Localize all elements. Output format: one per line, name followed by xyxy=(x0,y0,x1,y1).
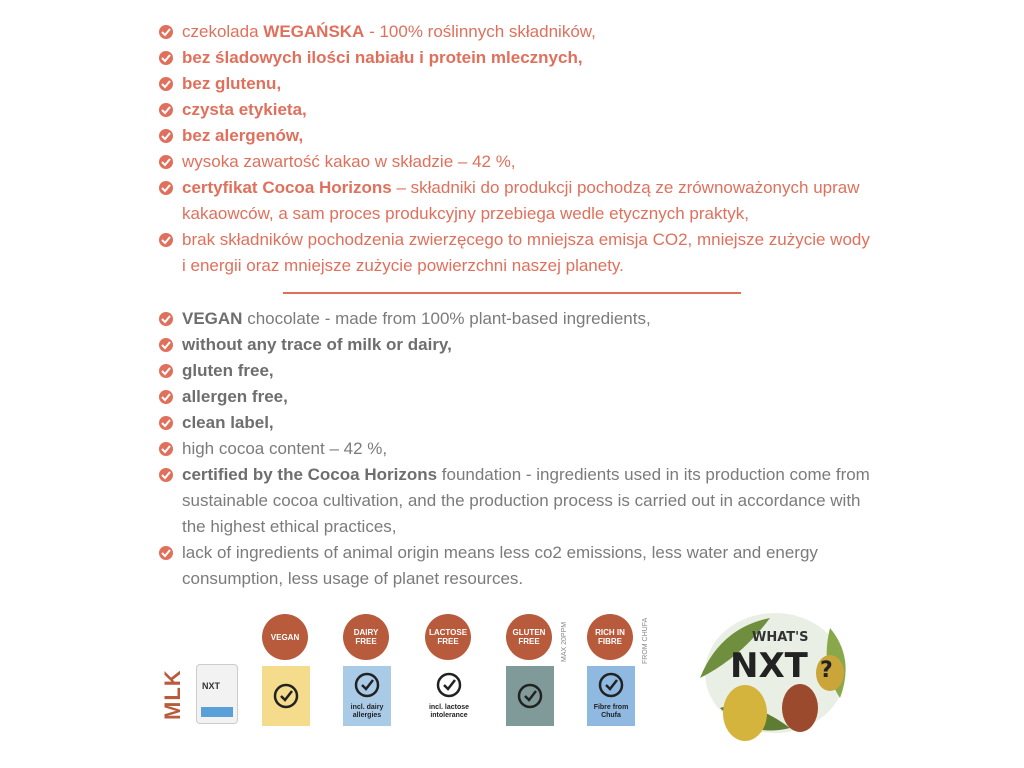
bullet-icon xyxy=(158,154,174,170)
bullet-icon xyxy=(158,128,174,144)
lactose-free-circle-icon xyxy=(425,614,471,660)
badge-card xyxy=(587,666,635,726)
item-text: czekolada xyxy=(182,22,264,41)
list-item xyxy=(158,384,878,410)
item-text: lack of ingredients of animal origin means less co2 emissions, less water and energy consumption, less usage of planet resources. xyxy=(182,543,818,588)
badge-card xyxy=(506,666,554,726)
item-text: chocolate - made from 100% plant-based ingredients, xyxy=(242,309,651,328)
bullet-icon xyxy=(158,467,174,483)
badge-side-note: FROM CHUFA xyxy=(642,617,649,664)
english-feature-list xyxy=(158,306,878,592)
badge-circle-label: VEGAN xyxy=(270,632,300,642)
item-text: wysoka zawartość kakao w składzie – 42 %, xyxy=(182,152,516,171)
item-strong: bez śladowych ilości nabiału i protein mlecznych, xyxy=(182,48,583,67)
item-text: foundation - ingredients used in its production come from sustainable cocoa cultivation, and the production process is carried out in accordance with the highest ethical practices, xyxy=(182,465,870,536)
pack-stripe xyxy=(201,707,233,717)
product-pack xyxy=(196,664,238,724)
list-item xyxy=(158,123,878,149)
badge-card xyxy=(425,666,473,726)
bullet-icon xyxy=(158,363,174,379)
whats-nxt-illustration xyxy=(680,588,870,758)
list-item xyxy=(158,306,878,332)
badge-side-note: MAX 20PPM xyxy=(561,621,568,662)
gluten-free-circle-icon xyxy=(506,614,552,660)
vegan-circle-icon xyxy=(262,614,308,660)
item-strong: clean label, xyxy=(182,413,274,432)
list-item xyxy=(158,410,878,436)
list-item xyxy=(158,71,878,97)
badge-card xyxy=(343,666,391,726)
item-strong: certified by the Cocoa Horizons xyxy=(182,465,438,484)
bullet-icon xyxy=(158,102,174,118)
bullet-icon xyxy=(158,545,174,561)
list-item xyxy=(158,149,878,175)
check-circle-icon xyxy=(273,683,299,709)
badge-card-text: incl. lactose intolerance xyxy=(428,704,470,719)
bullet-icon xyxy=(158,76,174,92)
badge-card-text: incl. dairy allergies xyxy=(350,704,384,719)
badge-card-text: Fibre from Chufa xyxy=(593,704,629,719)
list-item xyxy=(158,175,878,227)
badge-circle-label: DAIRY FREE xyxy=(353,628,379,646)
item-text: – składniki do produkcji pochodzą ze zrównoważonych upraw kakaowców, a sam proces produkcyjny przebiega wedle etycznych praktyk, xyxy=(182,178,860,223)
bullet-icon xyxy=(158,441,174,457)
badge-circle-label: GLUTEN FREE xyxy=(512,628,546,646)
item-strong: allergen free, xyxy=(182,387,288,406)
list-item xyxy=(158,332,878,358)
item-strong: certyfikat Cocoa Horizons xyxy=(182,178,392,197)
item-strong: gluten free, xyxy=(182,361,274,380)
check-circle-icon xyxy=(354,672,380,698)
list-item xyxy=(158,436,878,462)
item-strong: bez glutenu, xyxy=(182,74,282,93)
bullet-icon xyxy=(158,232,174,248)
milk-wordmark: MLK xyxy=(160,669,185,720)
list-item xyxy=(158,358,878,384)
bullet-icon xyxy=(158,389,174,405)
hero-line2: NXT xyxy=(730,646,808,686)
list-item xyxy=(158,227,878,279)
bullet-icon xyxy=(158,337,174,353)
badge-circle-label: LACTOSE FREE xyxy=(428,628,468,646)
list-item xyxy=(158,540,878,592)
item-text: high cocoa content – 42 %, xyxy=(182,439,388,458)
bullet-icon xyxy=(158,24,174,40)
hero-line1: WHAT'S xyxy=(752,630,809,645)
pack-label: NXT xyxy=(202,681,220,691)
bullet-icon xyxy=(158,50,174,66)
bullet-icon xyxy=(158,415,174,431)
check-circle-icon xyxy=(517,683,543,709)
dairy-free-circle-icon xyxy=(343,614,389,660)
list-item xyxy=(158,45,878,71)
rich-in-fibre-circle-icon xyxy=(587,614,633,660)
item-strong: WEGAŃSKA xyxy=(263,22,365,41)
check-circle-icon xyxy=(436,672,462,698)
badge-card xyxy=(262,666,310,726)
polish-feature-list xyxy=(158,19,878,279)
list-item xyxy=(158,97,878,123)
badge-circle-label: RICH IN FIBRE xyxy=(595,628,625,646)
bullet-icon xyxy=(158,180,174,196)
item-strong: without any trace of milk or dairy, xyxy=(182,335,452,354)
item-strong: bez alergenów, xyxy=(182,126,304,145)
item-strong: VEGAN xyxy=(182,309,243,328)
hero-mark: ? xyxy=(820,658,833,683)
list-item xyxy=(158,462,878,540)
section-divider xyxy=(283,292,741,294)
list-item xyxy=(158,19,878,45)
check-circle-icon xyxy=(598,672,624,698)
item-text: brak składników pochodzenia zwierzęcego to mniejsza emisja CO2, mniejsze zużycie wody i energii oraz mniejsze zużycie powierzchni naszej planety. xyxy=(182,230,870,275)
bullet-icon xyxy=(158,311,174,327)
item-text: - 100% roślinnych składników, xyxy=(364,22,596,41)
item-strong: czysta etykieta, xyxy=(182,100,307,119)
